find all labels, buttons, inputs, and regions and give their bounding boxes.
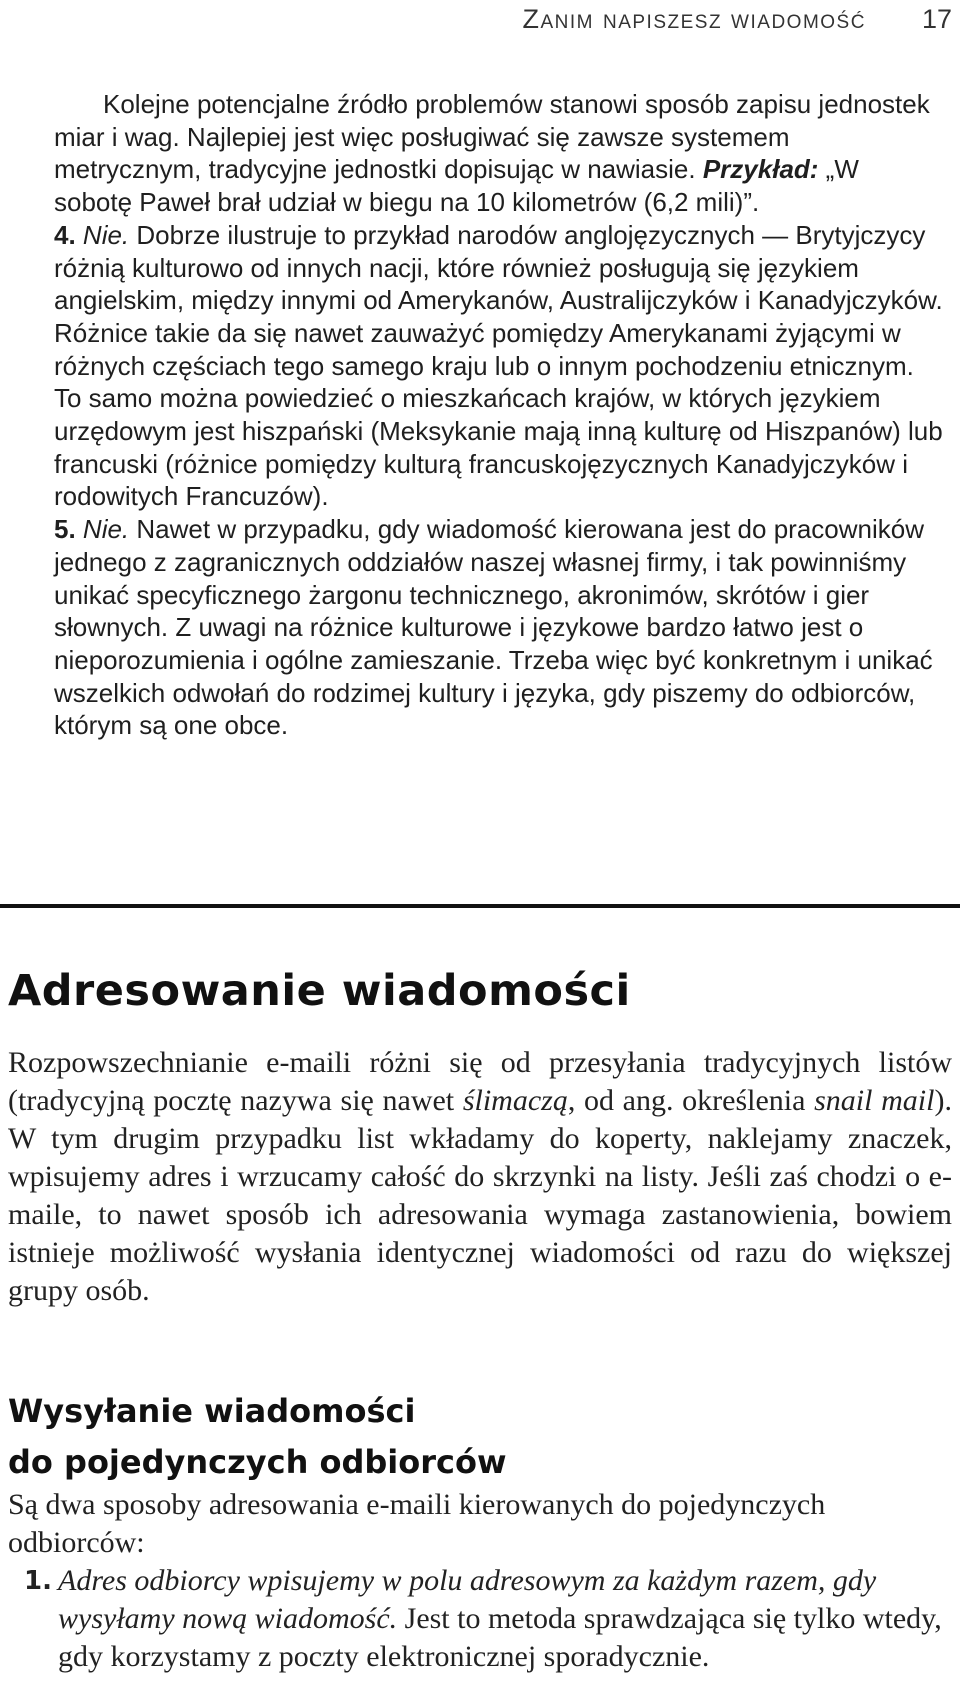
example-text: „W sobotę Paweł brał udział w biegu na 10 kilometrów (6,2 mili)”. xyxy=(54,154,859,218)
subsection-heading-single-recipients xyxy=(8,1386,908,1488)
item-verdict: Nie. xyxy=(82,219,130,250)
emphasis-term: ślimaczą xyxy=(462,1084,568,1117)
paragraph-addressing xyxy=(8,1044,952,1310)
intro-paragraph: Są dwa sposoby adresowania e-maili kierowanych do pojedynczych odbiorców: xyxy=(8,1488,826,1559)
item-emphasis: Adres odbiorcy wpisujemy w polu adresowym za każdym razem, gdy wysyłamy nową wiadomość. xyxy=(58,1564,877,1635)
item-number: 5. xyxy=(54,514,76,545)
example-label: Przykład: xyxy=(702,154,819,185)
item-text: Jest to metoda sprawdzająca się tylko wtedy, gdy korzystamy z poczty elektronicznej sporadycznie. xyxy=(58,1602,942,1673)
paragraph-units-text: Kolejne potencjalne źródło problemów stanowi sposób zapisu jednostek miar i wag. Najlepiej jest więc posługiwać się zawsze systemem metrycznym, tradycyjne jednostki dopisując w nawiasie. xyxy=(54,89,930,185)
section-heading-addressing: Adresowanie wiadomości xyxy=(8,966,631,1016)
item-text: Dobrze ilustruje to przykład narodów anglojęzycznych — Brytyjczycy różnią kulturowo od innych nacji, które również posługują się językiem angielskim, między innymi od Amerykanów, Australijczyków i Kanadyjczyków. Różnice takie da się nawet zauważyć pomiędzy Amerykanami żyjącymi w różnych częściach tego samego kraju lub o innym pochodzeniu etnicznym. To samo można powiedzieć o mieszkańcach krajów, w których językiem urzędowym jest hiszpański (Meksykanie mają inną kulturę od Hiszpanów) lub francuski (różnice pomiędzy kulturą francuskojęzycznych Kanadyjczyków i rodowitych Francuzów). xyxy=(54,219,943,512)
page-number: 17 xyxy=(921,4,952,34)
single-recipients-content xyxy=(8,1486,952,1676)
answer-item-5 xyxy=(54,513,944,742)
heading-line: do pojedynczych odbiorców xyxy=(8,1443,507,1481)
answer-list-top xyxy=(54,88,944,742)
running-head-title: Zanim napiszesz wiadomość xyxy=(522,4,866,34)
paragraph-text: Rozpowszechnianie e-maili różni się od przesyłania tradycyjnych listów (tradycyjną pocztę nazywa się nawet xyxy=(8,1046,952,1117)
paragraph-units xyxy=(54,88,944,219)
numbered-item-1 xyxy=(8,1562,952,1676)
section-divider xyxy=(0,904,960,908)
heading-line: Wysyłanie wiadomości xyxy=(8,1392,416,1430)
paragraph-text: , od ang. określenia xyxy=(567,1084,815,1117)
item-verdict: Nie. xyxy=(82,514,130,545)
emphasis-term: snail mail xyxy=(814,1084,935,1117)
paragraph-text: ). W tym drugim przypadku list wkładamy do koperty, naklejamy znaczek, wpisujemy adres i wrzucamy całość do skrzynki na listy. Jeśli zaś chodzi o e-maile, to nawet sposób ich adresowania wymaga zastanowienia, bowiem istnieje możliwość wysłania identycznej wiadomości od razu do większej grupy osób. xyxy=(8,1084,952,1307)
item-number: 1. xyxy=(24,1566,52,1596)
answer-item-4 xyxy=(54,219,944,513)
running-head xyxy=(52,4,952,35)
item-text: Nawet w przypadku, gdy wiadomość kierowana jest do pracowników jednego z zagranicznych oddziałów naszej własnej firmy, i tak powinniśmy unikać specyficznego żargonu technicznego, akronimów, skrótów i gier słownych. Z uwagi na różnice kulturowe i językowe bardzo łatwo jest o nieporozumienia i ogólne zamieszanie. Trzeba więc być konkretnym i unikać wszelkich odwołań do rodzimej kultury i języka, gdy piszemy do odbiorców, którym są one obce. xyxy=(54,514,933,741)
item-number: 4. xyxy=(54,219,76,250)
